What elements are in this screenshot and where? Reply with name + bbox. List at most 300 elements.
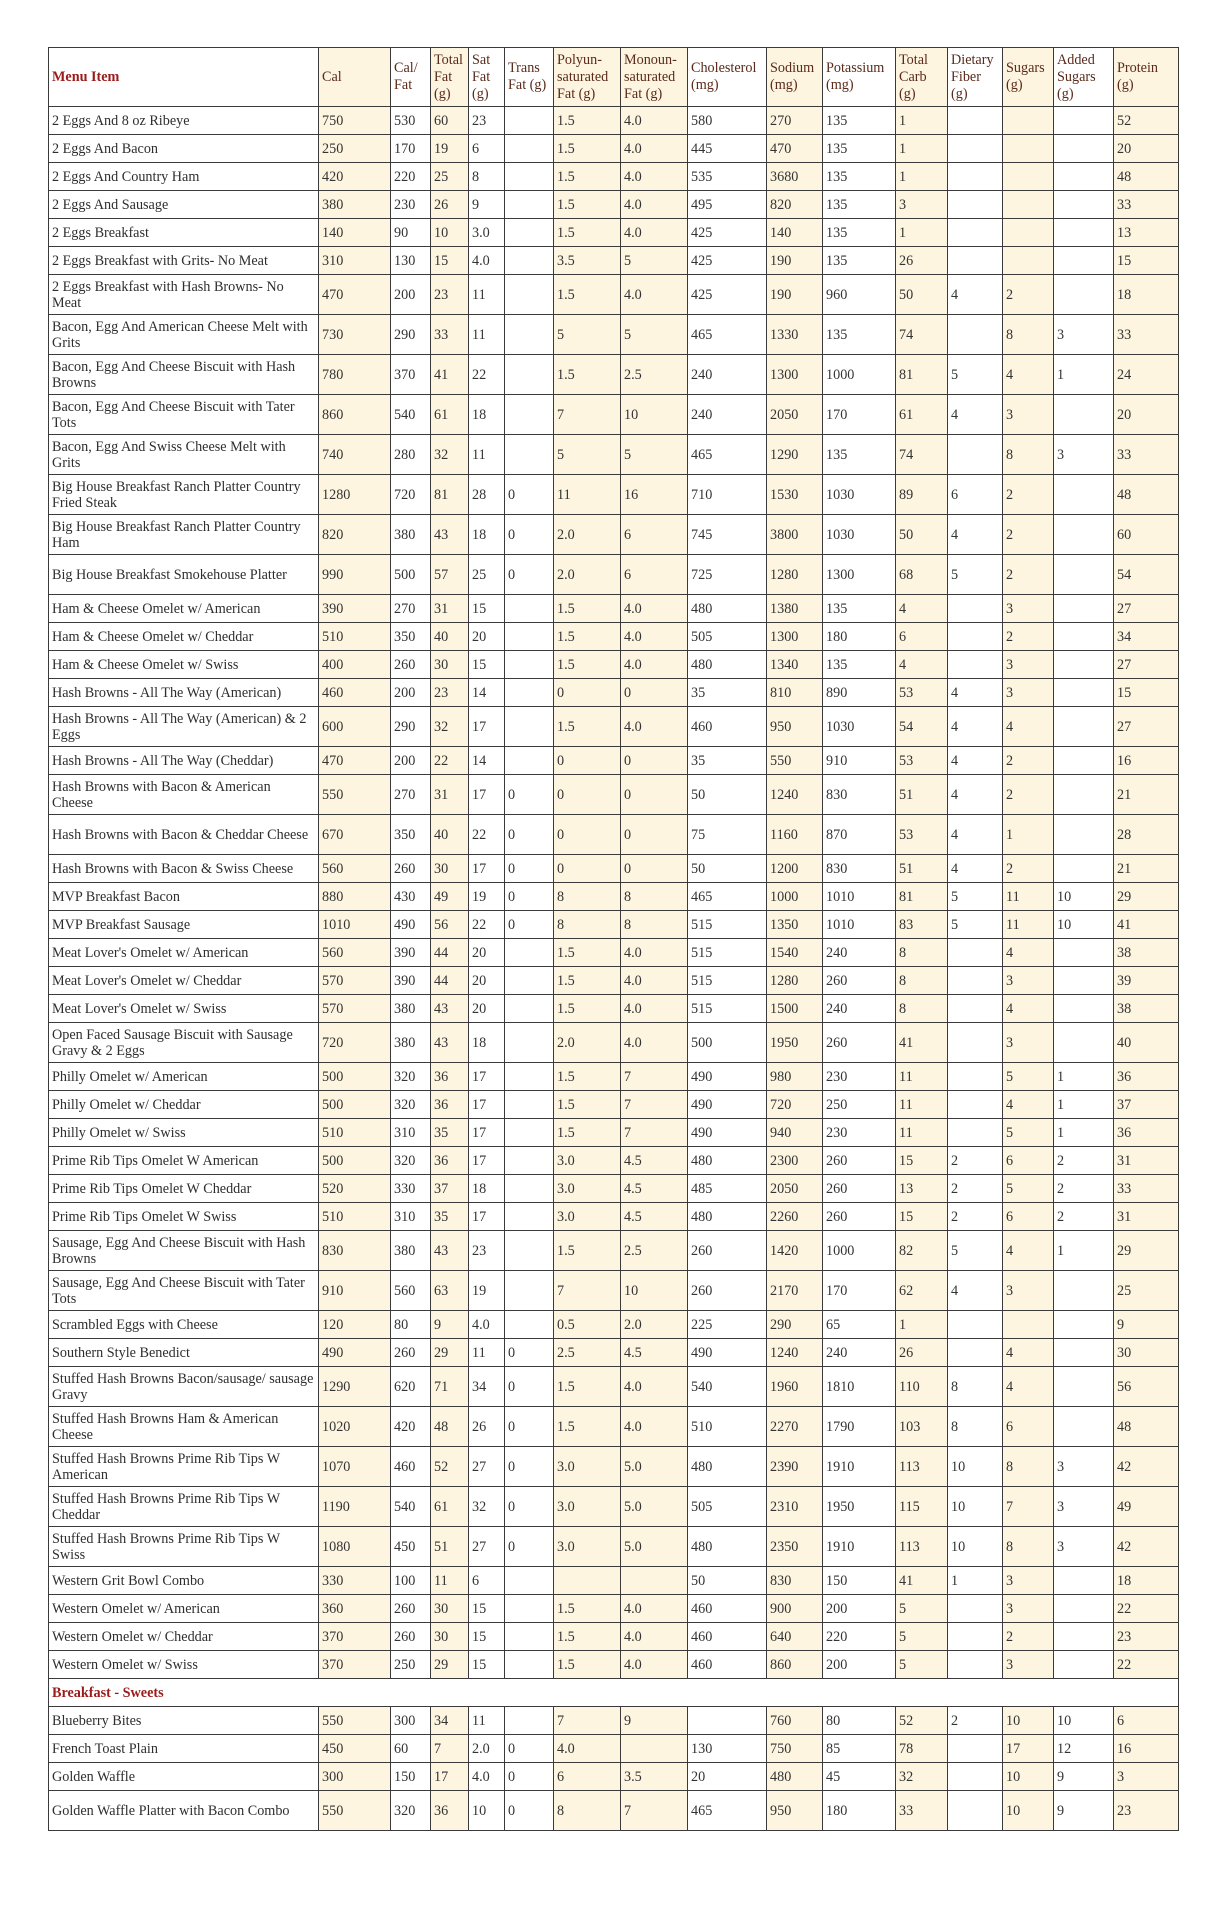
cell-dietary-fiber [948, 163, 1003, 191]
cell-cal: 520 [319, 1175, 391, 1203]
cell-sodium: 1000 [767, 883, 823, 911]
cell-cholesterol: 515 [688, 967, 767, 995]
cell-sugars: 8 [1003, 315, 1054, 355]
cell-monounsaturated-fat: 4.5 [621, 1175, 688, 1203]
cell-total-fat: 34 [431, 1707, 469, 1735]
cell-sodium: 2050 [767, 1175, 823, 1203]
cell-sugars: 3 [1003, 1023, 1054, 1063]
cell-sugars: 4 [1003, 1091, 1054, 1119]
cell-total-carb: 11 [896, 1063, 948, 1091]
cell-cal-fat: 500 [391, 555, 431, 595]
cell-cal-fat: 90 [391, 219, 431, 247]
cell-total-fat: 41 [431, 355, 469, 395]
cell-cal: 560 [319, 855, 391, 883]
cell-added-sugars: 3 [1054, 1527, 1114, 1567]
table-row [49, 1091, 1179, 1119]
cell-protein: 48 [1114, 163, 1179, 191]
cell-cal-fat: 350 [391, 815, 431, 855]
cell-menu-item: Prime Rib Tips Omelet W American [49, 1147, 319, 1175]
cell-total-carb: 53 [896, 747, 948, 775]
cell-cholesterol: 425 [688, 275, 767, 315]
column-header-menu-item: Menu Item [49, 48, 319, 107]
cell-menu-item: Sausage, Egg And Cheese Biscuit with Hash Browns [49, 1231, 319, 1271]
cell-menu-item: Golden Waffle Platter with Bacon Combo [49, 1791, 319, 1831]
cell-polyunsaturated-fat: 7 [554, 395, 621, 435]
cell-menu-item: Bacon, Egg And Cheese Biscuit with Hash Browns [49, 355, 319, 395]
cell-dietary-fiber: 8 [948, 1407, 1003, 1447]
cell-sat-fat: 32 [469, 1487, 505, 1527]
cell-total-fat: 43 [431, 995, 469, 1023]
table-row [49, 911, 1179, 939]
cell-total-fat: 48 [431, 1407, 469, 1447]
table-row [49, 219, 1179, 247]
cell-polyunsaturated-fat: 1.5 [554, 1595, 621, 1623]
table-row [49, 855, 1179, 883]
cell-added-sugars: 1 [1054, 1231, 1114, 1271]
cell-menu-item: Hash Browns - All The Way (American) & 2 Eggs [49, 707, 319, 747]
cell-sat-fat: 23 [469, 1231, 505, 1271]
cell-dietary-fiber: 4 [948, 747, 1003, 775]
cell-dietary-fiber [948, 1339, 1003, 1367]
cell-protein: 6 [1114, 1707, 1179, 1735]
cell-added-sugars [1054, 475, 1114, 515]
cell-added-sugars [1054, 967, 1114, 995]
cell-cal: 370 [319, 1623, 391, 1651]
cell-sodium: 2260 [767, 1203, 823, 1231]
cell-cholesterol: 465 [688, 315, 767, 355]
cell-cholesterol: 480 [688, 651, 767, 679]
cell-cal: 1070 [319, 1447, 391, 1487]
cell-cal-fat: 130 [391, 247, 431, 275]
cell-monounsaturated-fat: 7 [621, 1091, 688, 1119]
cell-sugars: 4 [1003, 1367, 1054, 1407]
cell-total-fat: 35 [431, 1203, 469, 1231]
cell-cholesterol: 425 [688, 219, 767, 247]
cell-cal: 300 [319, 1763, 391, 1791]
cell-trans-fat [505, 1651, 554, 1679]
cell-total-carb: 83 [896, 911, 948, 939]
cell-sat-fat: 23 [469, 107, 505, 135]
cell-sugars: 4 [1003, 939, 1054, 967]
cell-cal: 1010 [319, 911, 391, 939]
cell-monounsaturated-fat: 4.0 [621, 939, 688, 967]
cell-total-carb: 26 [896, 1339, 948, 1367]
cell-sat-fat: 11 [469, 1339, 505, 1367]
cell-menu-item: Stuffed Hash Browns Ham & American Cheese [49, 1407, 319, 1447]
cell-total-fat: 30 [431, 1595, 469, 1623]
cell-menu-item: 2 Eggs Breakfast with Hash Browns- No Meat [49, 275, 319, 315]
cell-added-sugars [1054, 1023, 1114, 1063]
cell-monounsaturated-fat: 6 [621, 555, 688, 595]
cell-polyunsaturated-fat: 1.5 [554, 275, 621, 315]
cell-sugars: 2 [1003, 515, 1054, 555]
cell-added-sugars [1054, 515, 1114, 555]
cell-dietary-fiber: 5 [948, 883, 1003, 911]
cell-protein: 18 [1114, 1567, 1179, 1595]
cell-potassium: 135 [823, 651, 896, 679]
cell-sat-fat: 19 [469, 1271, 505, 1311]
cell-added-sugars [1054, 623, 1114, 651]
cell-polyunsaturated-fat: 1.5 [554, 1623, 621, 1651]
cell-added-sugars: 12 [1054, 1735, 1114, 1763]
cell-potassium: 910 [823, 747, 896, 775]
cell-dietary-fiber [948, 1623, 1003, 1651]
cell-potassium: 135 [823, 135, 896, 163]
cell-monounsaturated-fat: 0 [621, 747, 688, 775]
cell-potassium: 260 [823, 1147, 896, 1175]
table-row [49, 247, 1179, 275]
cell-polyunsaturated-fat: 0 [554, 747, 621, 775]
cell-cal-fat: 60 [391, 1735, 431, 1763]
cell-trans-fat: 0 [505, 911, 554, 939]
cell-total-fat: 51 [431, 1527, 469, 1567]
cell-sat-fat: 17 [469, 1119, 505, 1147]
cell-cal-fat: 560 [391, 1271, 431, 1311]
cell-sodium: 1950 [767, 1023, 823, 1063]
cell-cal: 600 [319, 707, 391, 747]
cell-cholesterol: 240 [688, 395, 767, 435]
cell-cal-fat: 620 [391, 1367, 431, 1407]
cell-monounsaturated-fat: 5 [621, 315, 688, 355]
cell-dietary-fiber: 2 [948, 1147, 1003, 1175]
cell-dietary-fiber [948, 191, 1003, 219]
cell-protein: 42 [1114, 1527, 1179, 1567]
cell-potassium: 135 [823, 219, 896, 247]
cell-sugars [1003, 247, 1054, 275]
cell-menu-item: Ham & Cheese Omelet w/ Cheddar [49, 623, 319, 651]
header-row [49, 48, 1179, 107]
table-row [49, 355, 1179, 395]
table-row [49, 883, 1179, 911]
cell-sugars: 3 [1003, 679, 1054, 707]
cell-cal-fat: 100 [391, 1567, 431, 1595]
cell-menu-item: 2 Eggs And Sausage [49, 191, 319, 219]
cell-menu-item: Bacon, Egg And Cheese Biscuit with Tater Tots [49, 395, 319, 435]
cell-protein: 16 [1114, 1735, 1179, 1763]
cell-cal: 550 [319, 775, 391, 815]
table-row [49, 707, 1179, 747]
cell-total-carb: 1 [896, 1311, 948, 1339]
cell-monounsaturated-fat: 7 [621, 1063, 688, 1091]
cell-sugars: 4 [1003, 355, 1054, 395]
table-row [49, 747, 1179, 775]
cell-cal-fat: 260 [391, 1623, 431, 1651]
cell-menu-item: 2 Eggs And 8 oz Ribeye [49, 107, 319, 135]
cell-total-carb: 15 [896, 1147, 948, 1175]
cell-sat-fat: 11 [469, 1707, 505, 1735]
cell-total-fat: 29 [431, 1339, 469, 1367]
cell-sodium: 2300 [767, 1147, 823, 1175]
cell-total-carb: 74 [896, 315, 948, 355]
cell-trans-fat [505, 107, 554, 135]
cell-sat-fat: 26 [469, 1407, 505, 1447]
cell-total-fat: 52 [431, 1447, 469, 1487]
cell-sugars: 10 [1003, 1707, 1054, 1735]
cell-cal-fat: 280 [391, 435, 431, 475]
cell-monounsaturated-fat: 7 [621, 1119, 688, 1147]
cell-sat-fat: 11 [469, 275, 505, 315]
cell-sodium: 950 [767, 707, 823, 747]
cell-dietary-fiber: 8 [948, 1367, 1003, 1407]
cell-total-fat: 25 [431, 163, 469, 191]
column-header-cal-fat: Cal/ Fat [391, 48, 431, 107]
cell-dietary-fiber: 4 [948, 515, 1003, 555]
cell-protein: 52 [1114, 107, 1179, 135]
table-row [49, 815, 1179, 855]
cell-sodium: 760 [767, 1707, 823, 1735]
cell-sat-fat: 18 [469, 395, 505, 435]
cell-sat-fat: 34 [469, 1367, 505, 1407]
cell-polyunsaturated-fat: 1.5 [554, 595, 621, 623]
cell-cholesterol: 480 [688, 595, 767, 623]
cell-cal-fat: 540 [391, 1487, 431, 1527]
cell-total-carb: 110 [896, 1367, 948, 1407]
cell-cal-fat: 260 [391, 1339, 431, 1367]
cell-protein: 48 [1114, 475, 1179, 515]
cell-trans-fat: 0 [505, 1407, 554, 1447]
cell-cal-fat: 320 [391, 1791, 431, 1831]
cell-menu-item: Blueberry Bites [49, 1707, 319, 1735]
cell-cal: 1020 [319, 1407, 391, 1447]
cell-sat-fat: 18 [469, 1023, 505, 1063]
cell-total-fat: 23 [431, 275, 469, 315]
cell-trans-fat [505, 135, 554, 163]
cell-potassium: 85 [823, 1735, 896, 1763]
cell-monounsaturated-fat: 5.0 [621, 1447, 688, 1487]
cell-total-fat: 57 [431, 555, 469, 595]
cell-sodium: 950 [767, 1791, 823, 1831]
cell-menu-item: Stuffed Hash Browns Prime Rib Tips W American [49, 1447, 319, 1487]
table-row [49, 1119, 1179, 1147]
cell-total-carb: 3 [896, 191, 948, 219]
cell-cal-fat: 380 [391, 1023, 431, 1063]
cell-potassium: 1790 [823, 1407, 896, 1447]
cell-sat-fat: 4.0 [469, 1763, 505, 1791]
cell-polyunsaturated-fat: 0 [554, 775, 621, 815]
cell-polyunsaturated-fat: 1.5 [554, 651, 621, 679]
cell-protein: 27 [1114, 595, 1179, 623]
table-row [49, 1063, 1179, 1091]
section-row [49, 1679, 1179, 1707]
cell-potassium: 220 [823, 1623, 896, 1651]
cell-sugars [1003, 191, 1054, 219]
cell-sodium: 1280 [767, 555, 823, 595]
cell-dietary-fiber: 2 [948, 1707, 1003, 1735]
cell-cal-fat: 260 [391, 651, 431, 679]
cell-trans-fat: 0 [505, 555, 554, 595]
cell-total-carb: 4 [896, 595, 948, 623]
cell-protein: 21 [1114, 775, 1179, 815]
cell-cal-fat: 450 [391, 1527, 431, 1567]
cell-menu-item: Meat Lover's Omelet w/ American [49, 939, 319, 967]
cell-total-carb: 15 [896, 1203, 948, 1231]
cell-total-carb: 1 [896, 219, 948, 247]
cell-dietary-fiber [948, 623, 1003, 651]
cell-cal: 420 [319, 163, 391, 191]
cell-polyunsaturated-fat: 1.5 [554, 107, 621, 135]
cell-cholesterol: 725 [688, 555, 767, 595]
cell-sugars: 10 [1003, 1791, 1054, 1831]
cell-protein: 29 [1114, 883, 1179, 911]
cell-sat-fat: 25 [469, 555, 505, 595]
table-row [49, 775, 1179, 815]
cell-sugars: 6 [1003, 1407, 1054, 1447]
cell-sugars: 1 [1003, 815, 1054, 855]
cell-cholesterol: 240 [688, 355, 767, 395]
cell-monounsaturated-fat: 8 [621, 883, 688, 911]
cell-protein: 30 [1114, 1339, 1179, 1367]
cell-sat-fat: 6 [469, 135, 505, 163]
nutrition-table [48, 47, 1179, 1831]
cell-cal: 380 [319, 191, 391, 219]
cell-menu-item: 2 Eggs And Bacon [49, 135, 319, 163]
cell-cal: 730 [319, 315, 391, 355]
cell-trans-fat [505, 163, 554, 191]
cell-total-fat: 23 [431, 679, 469, 707]
cell-cal: 1290 [319, 1367, 391, 1407]
table-row [49, 107, 1179, 135]
cell-sugars: 3 [1003, 1595, 1054, 1623]
cell-total-fat: 32 [431, 707, 469, 747]
table-row [49, 1407, 1179, 1447]
cell-polyunsaturated-fat: 2.5 [554, 1339, 621, 1367]
cell-total-fat: 56 [431, 911, 469, 939]
cell-potassium: 45 [823, 1763, 896, 1791]
cell-monounsaturated-fat: 4.0 [621, 163, 688, 191]
cell-monounsaturated-fat: 5 [621, 247, 688, 275]
table-row [49, 1231, 1179, 1271]
cell-sugars: 5 [1003, 1175, 1054, 1203]
cell-protein: 31 [1114, 1203, 1179, 1231]
cell-cal-fat: 170 [391, 135, 431, 163]
cell-total-carb: 51 [896, 855, 948, 883]
cell-menu-item: Open Faced Sausage Biscuit with Sausage Gravy & 2 Eggs [49, 1023, 319, 1063]
cell-cholesterol: 515 [688, 995, 767, 1023]
cell-total-carb: 51 [896, 775, 948, 815]
cell-added-sugars [1054, 1271, 1114, 1311]
cell-cholesterol: 745 [688, 515, 767, 555]
cell-monounsaturated-fat: 4.5 [621, 1203, 688, 1231]
cell-total-fat: 36 [431, 1791, 469, 1831]
cell-menu-item: MVP Breakfast Bacon [49, 883, 319, 911]
cell-menu-item: Sausage, Egg And Cheese Biscuit with Tater Tots [49, 1271, 319, 1311]
cell-menu-item: 2 Eggs And Country Ham [49, 163, 319, 191]
cell-dietary-fiber: 10 [948, 1447, 1003, 1487]
table-body [49, 107, 1179, 1831]
cell-protein: 36 [1114, 1119, 1179, 1147]
cell-sugars: 4 [1003, 1231, 1054, 1271]
cell-polyunsaturated-fat: 1.5 [554, 1651, 621, 1679]
cell-potassium: 830 [823, 775, 896, 815]
cell-sugars [1003, 107, 1054, 135]
cell-protein: 16 [1114, 747, 1179, 775]
cell-cal: 330 [319, 1567, 391, 1595]
cell-total-carb: 103 [896, 1407, 948, 1447]
cell-monounsaturated-fat: 9 [621, 1707, 688, 1735]
cell-monounsaturated-fat: 2.0 [621, 1311, 688, 1339]
cell-cal-fat: 370 [391, 355, 431, 395]
cell-protein: 40 [1114, 1023, 1179, 1063]
cell-cal: 820 [319, 515, 391, 555]
cell-polyunsaturated-fat: 3.5 [554, 247, 621, 275]
cell-total-fat: 33 [431, 315, 469, 355]
cell-protein: 18 [1114, 275, 1179, 315]
cell-polyunsaturated-fat: 3.0 [554, 1487, 621, 1527]
cell-total-carb: 6 [896, 623, 948, 651]
cell-cal: 500 [319, 1063, 391, 1091]
cell-potassium: 240 [823, 995, 896, 1023]
cell-potassium: 1000 [823, 1231, 896, 1271]
cell-sugars: 2 [1003, 1623, 1054, 1651]
cell-total-fat: 17 [431, 1763, 469, 1791]
cell-sat-fat: 3.0 [469, 219, 505, 247]
cell-sat-fat: 17 [469, 1203, 505, 1231]
cell-dietary-fiber: 6 [948, 475, 1003, 515]
cell-monounsaturated-fat: 0 [621, 855, 688, 883]
cell-added-sugars: 3 [1054, 1487, 1114, 1527]
cell-dietary-fiber [948, 247, 1003, 275]
cell-monounsaturated-fat: 0 [621, 679, 688, 707]
cell-trans-fat: 0 [505, 1447, 554, 1487]
cell-sat-fat: 6 [469, 1567, 505, 1595]
cell-potassium: 135 [823, 247, 896, 275]
cell-trans-fat [505, 1623, 554, 1651]
cell-potassium: 870 [823, 815, 896, 855]
cell-sat-fat: 14 [469, 747, 505, 775]
cell-added-sugars [1054, 1407, 1114, 1447]
cell-cholesterol: 75 [688, 815, 767, 855]
cell-trans-fat: 0 [505, 815, 554, 855]
cell-trans-fat [505, 247, 554, 275]
cell-cholesterol: 505 [688, 623, 767, 651]
cell-sugars: 11 [1003, 883, 1054, 911]
cell-menu-item: Philly Omelet w/ Swiss [49, 1119, 319, 1147]
cell-potassium: 180 [823, 623, 896, 651]
cell-sugars: 2 [1003, 855, 1054, 883]
cell-trans-fat [505, 595, 554, 623]
table-row [49, 939, 1179, 967]
cell-protein: 24 [1114, 355, 1179, 395]
cell-potassium: 1000 [823, 355, 896, 395]
cell-sodium: 1420 [767, 1231, 823, 1271]
cell-cal-fat: 390 [391, 939, 431, 967]
cell-sat-fat: 10 [469, 1791, 505, 1831]
cell-potassium: 135 [823, 107, 896, 135]
cell-polyunsaturated-fat: 1.5 [554, 1119, 621, 1147]
cell-sugars: 2 [1003, 475, 1054, 515]
cell-sugars: 6 [1003, 1147, 1054, 1175]
cell-sodium: 3800 [767, 515, 823, 555]
cell-monounsaturated-fat: 4.0 [621, 135, 688, 163]
cell-protein: 22 [1114, 1595, 1179, 1623]
cell-added-sugars: 3 [1054, 1447, 1114, 1487]
cell-menu-item: Stuffed Hash Browns Prime Rib Tips W Cheddar [49, 1487, 319, 1527]
column-header-sodium: Sodium (mg) [767, 48, 823, 107]
cell-sat-fat: 22 [469, 815, 505, 855]
cell-total-carb: 62 [896, 1271, 948, 1311]
cell-sodium: 860 [767, 1651, 823, 1679]
cell-trans-fat [505, 1567, 554, 1595]
cell-cal-fat: 320 [391, 1091, 431, 1119]
cell-cholesterol [688, 1707, 767, 1735]
cell-total-fat: 19 [431, 135, 469, 163]
cell-cal: 880 [319, 883, 391, 911]
cell-protein: 33 [1114, 1175, 1179, 1203]
cell-monounsaturated-fat: 4.0 [621, 1367, 688, 1407]
column-header-added-sugars: Added Sugars (g) [1054, 48, 1114, 107]
cell-sat-fat: 14 [469, 679, 505, 707]
table-row [49, 191, 1179, 219]
